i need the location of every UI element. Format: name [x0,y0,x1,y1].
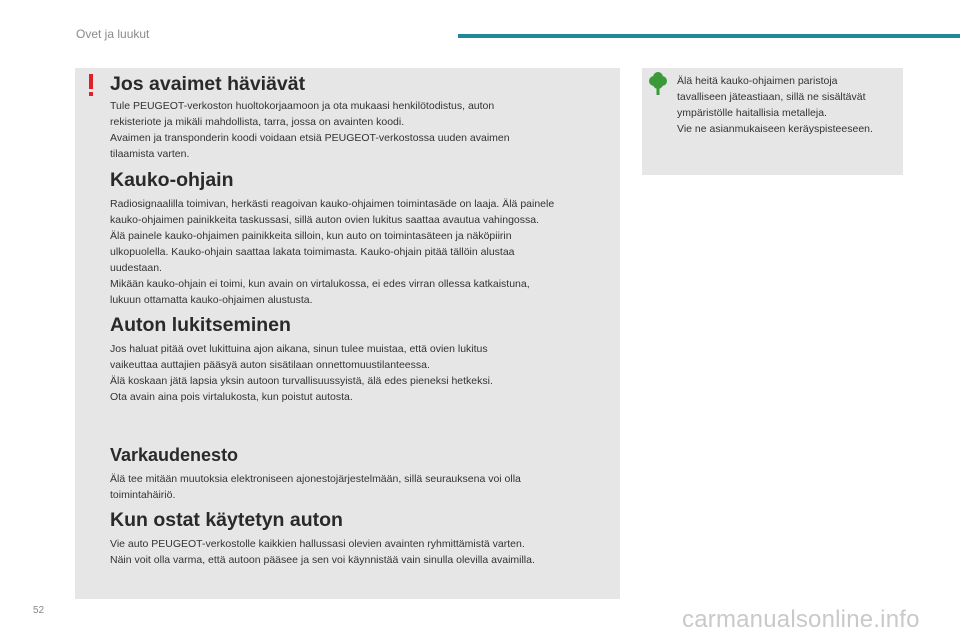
tree-icon [648,72,668,96]
section-body: Vie auto PEUGEOT-verkostolle kaikkien hallussasi olevien avainten ryhmittämistä varten. Näin voit olla varma, että autoon pääsee ja sen voi käynnistää vain sinulla olevilla avaimilla. [110,538,535,566]
section-used-car [110,508,615,568]
chapter-title: Ovet ja luukut [76,27,150,41]
exclamation-icon [84,72,98,98]
section-locking [110,313,615,405]
section-lost-keys [110,72,615,162]
section-heading: Auton lukitseminen [110,314,291,336]
section-body: Radiosignaalilla toimivan, herkästi reagoivan kauko-ohjaimen toimintasäde on laaja. Älä painele kauko-ohjaimen painikkeita taskussasi, sillä auton ovien lukitus saattaa avautua vahingossa. Älä painele kauko-ohjaimen painikkeita silloin, kun auto on toimintasäteen ja näköpiirin ulkopuolella. Kauko-ohjain saattaa lakata toimimasta. Kauko-ohjain pitää tällöin alustaa uudestaan. Mikään kauko-ohjain ei toimi, kun avain on virtalukossa, ei edes virran ollessa katkaistuna, lukuun ottamatta kauko-ohjaimen alustusta. [110,198,555,306]
section-heading: Kauko-ohjain [110,169,234,191]
section-heading: Jos avaimet häviävät [110,73,306,95]
environment-note: Älä heitä kauko-ohjaimen paristoja tavalliseen jäteastiaan, sillä ne sisältävät ympäristölle haitallisia metalleja. Vie ne asianmukaiseen keräyspisteeseen. [677,75,873,135]
section-heading: Kun ostat käytetyn auton [110,509,343,531]
section-anti-theft [110,443,615,503]
section-body: Älä tee mitään muutoksia elektroniseen ajonestojärjestelmään, sillä seurauksena voi olla toimintahäiriö. [110,473,521,501]
section-body: Tule PEUGEOT-verkoston huoltokorjaamoon ja ota mukaasi henkilötodistus, auton rekisteriote ja mikäli mahdollista, tarra, jossa on avainten koodi. Avaimen ja transponderin koodi voidaan etsiä PEUGEOT-verkostossa uuden avaimen tilaamista varten. [110,100,510,160]
watermark-text: carmanualsonline.info [682,606,920,633]
section-remote-control [110,168,615,308]
section-body: Jos haluat pitää ovet lukittuina ajon aikana, sinun tulee muistaa, että ovien lukitus vaikeuttaa auttajien pääsyä auton sisätilaan onnettomuustilanteessa. Älä koskaan jätä lapsia yksin autoon turvallisuussyistä, älä edes pieneksi hetkeksi. Ota avain aina pois virtalukosta, kun poistut autosta. [110,343,493,403]
section-heading: Varkaudenesto [110,445,239,465]
header-accent-bar [458,34,960,38]
page-number: 52 [33,605,45,616]
